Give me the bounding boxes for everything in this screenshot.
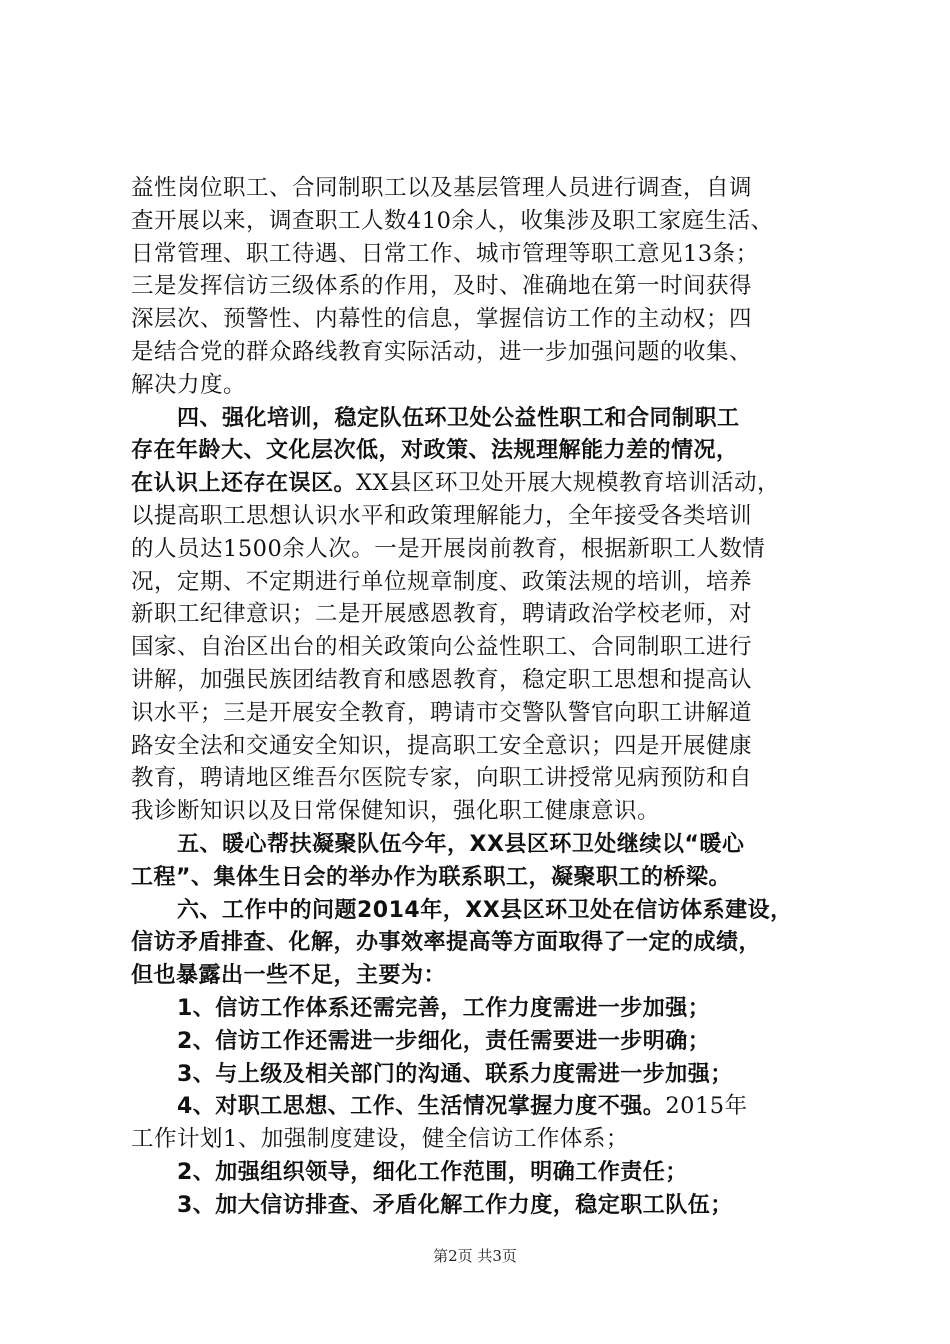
text-line-content: 我诊断知识以及日常保健知识，强化职工健康意识。 <box>131 798 661 825</box>
text-line <box>131 1123 843 1156</box>
text-line <box>131 402 843 435</box>
text-line <box>131 303 843 336</box>
text-line-content: 益性岗位职工、合同制职工以及基层管理人员进行调查，自调 <box>131 175 753 201</box>
text-line <box>131 1025 843 1058</box>
text-line-content: 4、对职工思想、工作、生活情况掌握力度不强。 <box>177 1094 666 1120</box>
text-line <box>131 500 843 533</box>
text-line-content: 是结合党的群众路线教育实际活动，进一步加强问题的收集、 <box>131 338 753 365</box>
text-line-content: 以提高职工思想认识水平和政策理解能力，全年接受各类培训 <box>131 502 753 529</box>
text-line-content: 工作计划1、加强制度建设，健全信访工作体系； <box>131 1126 629 1153</box>
text-line-content: 日常管理、职工待遇、日常工作、城市管理等职工意见13条； <box>131 240 759 267</box>
text-line <box>131 434 843 467</box>
text-line <box>131 467 843 500</box>
document-body <box>131 172 843 1222</box>
text-line-content: 信访矛盾排查、化解，办事效率提高等方面取得了一定的成绩， <box>131 930 762 956</box>
text-line-content: 3、加大信访排查、矛盾化解工作力度，稳定职工队伍； <box>177 1192 733 1218</box>
text-line-content: 深层次、预警性、内幕性的信息，掌握信访工作的主动权；四 <box>131 306 753 333</box>
text-line <box>131 205 843 238</box>
text-line-content: 教育，聘请地区维吾尔医院专家，向职工讲授常见病预防和自 <box>131 765 753 792</box>
text-line <box>131 992 843 1025</box>
text-line-content: 2、加强组织领导，细化工作范围，明确工作责任； <box>177 1159 688 1185</box>
text-line <box>131 336 843 369</box>
text-line-continuation: 2015年 <box>665 1093 748 1120</box>
text-line <box>131 664 843 697</box>
text-line-content: 新职工纪律意识；二是开展感恩教育，聘请政治学校老师，对 <box>131 601 753 628</box>
text-line-content: 国家、自治区出台的相关政策向公益性职工、合同制职工进行 <box>131 634 753 661</box>
text-line <box>131 631 843 664</box>
text-line-content: 但也暴露出一些不足，主要为： <box>131 963 447 989</box>
text-line <box>131 959 843 992</box>
text-line-content: 讲解，加强民族团结教育和感恩教育，稳定职工思想和提高认 <box>131 666 753 693</box>
text-line-content: 六、工作中的问题2014年，XX县区环卫处在信访体系建设， <box>177 897 793 923</box>
text-line-content: 四、强化培训，稳定队伍环卫处公益性职工和合同制职工 <box>177 405 740 431</box>
text-line-content: 3、与上级及相关部门的沟通、联系力度需进一步加强； <box>177 1061 733 1087</box>
text-line-content: 的人员达1500余人次。一是开展岗前教育，根据新职工人数情 <box>131 535 766 562</box>
text-line <box>131 795 843 828</box>
text-line-content: 1、信访工作体系还需完善，工作力度需进一步加强； <box>177 995 711 1021</box>
text-line <box>131 533 843 566</box>
text-line <box>131 1156 843 1189</box>
text-line <box>131 697 843 730</box>
text-line <box>131 894 843 927</box>
text-line-content: 在认识上还存在误区。 <box>131 471 357 497</box>
text-line <box>131 1189 843 1222</box>
text-line-continuation: XX县区环卫处开展大规模教育培训活动， <box>356 470 781 497</box>
text-line <box>131 762 843 795</box>
text-line <box>131 270 843 303</box>
text-line-content: 路安全法和交通安全知识，提高职工安全意识；四是开展健康 <box>131 732 753 759</box>
page-footer: 第2页 共3页 <box>433 1247 517 1265</box>
text-line <box>131 926 843 959</box>
text-line-content: 况，定期、不定期进行单位规章制度、政策法规的培训，培养 <box>131 568 753 595</box>
text-line <box>131 598 843 631</box>
text-line <box>131 369 843 402</box>
text-line <box>131 566 843 599</box>
text-line <box>131 238 843 271</box>
text-line <box>131 172 843 205</box>
text-line <box>131 861 843 894</box>
text-line <box>131 1058 843 1091</box>
text-line-content: 2、信访工作还需进一步细化，责任需要进一步明确； <box>177 1028 711 1054</box>
text-line-content: 识水平；三是开展安全教育，聘请市交警队警官向职工讲解道 <box>131 699 753 726</box>
text-line <box>131 1090 843 1123</box>
text-line-content: 解决力度。 <box>131 371 247 398</box>
text-line-content: 三是发挥信访三级体系的作用，及时、准确地在第一时间获得 <box>131 273 753 300</box>
text-line <box>131 828 843 861</box>
text-line-content: 工程”、集体生日会的举办作为联系职工，凝聚职工的桥梁。 <box>131 864 731 890</box>
text-line-content: 存在年龄大、文化层次低，对政策、法规理解能力差的情况， <box>131 438 739 464</box>
text-line-content: 查开展以来，调查职工人数410余人，收集涉及职工家庭生活、 <box>131 207 774 234</box>
text-line <box>131 730 843 763</box>
text-line-content: 五、暖心帮扶凝聚队伍今年，XX县区环卫处继续以“暖心 <box>177 831 745 857</box>
